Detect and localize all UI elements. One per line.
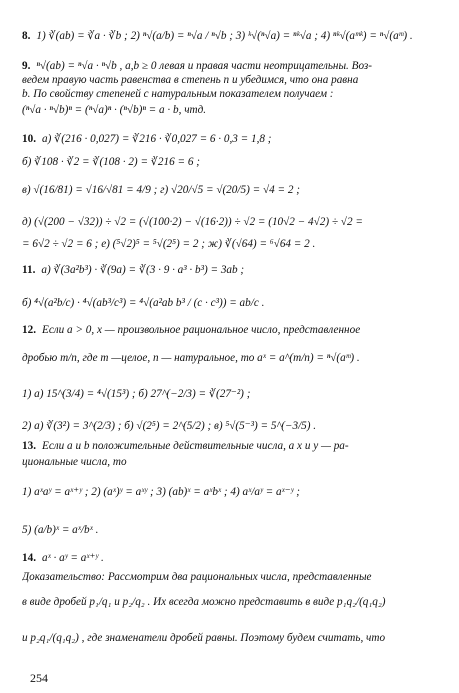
text-line — [22, 388, 442, 401]
text-line — [22, 632, 442, 645]
item-number: 9. — [22, 60, 31, 72]
text-line — [22, 74, 442, 87]
text-line — [22, 216, 442, 229]
text-line — [22, 552, 442, 565]
line-text: 2) а) ∛(3²) = 3^(2/3) ; б) √(2⁵) = 2^(5/2) ; в) ⁵√(5⁻³) = 5^(−3/5) . — [22, 420, 317, 432]
item-number: 11. — [22, 264, 36, 276]
line-text: Если a > 0, x — произвольное рациональное число, представленное — [41, 324, 361, 336]
item-number: 14. — [22, 552, 36, 564]
line-text: 1) ∛(ab) = ∛a · ∛b ; 2) ⁿ√(a/b) = ⁿ√a / ⁿ√b ; 3) ᵏ√(ⁿ√a) = ⁿᵏ√a ; 4) ⁿᵏ√(aᵐᵏ) = ⁿ√(aᵐ) . — [36, 30, 413, 42]
line-text: б) ∛108 · ∛2 = ∛(108 · 2) = ∛216 = 6 ; — [22, 156, 200, 168]
line-text: в) √(16/81) = √16/√81 = 4/9 ; г) √20/√5 = √(20/5) = √4 = 2 ; — [22, 184, 300, 196]
line-text: ⁿ√(ab) = ⁿ√a · ⁿ√b , a,b ≥ 0 левая и правая части неотрицательны. Воз- — [36, 60, 373, 72]
line-text: (ⁿ√a · ⁿ√b)ⁿ = (ⁿ√a)ⁿ · (ⁿ√b)ⁿ = a · b, чтд. — [22, 104, 207, 116]
line-text: циональные числа, то — [22, 456, 127, 468]
line-text: Если a и b положительные действительные числа, а x и y — ра- — [41, 440, 349, 452]
text-line — [22, 352, 442, 365]
line-text: б) ⁴√(a²b/c) · ⁴√(ab³/c³) = ⁴√(a²ab b³ / (c · c³)) = ab/c . — [22, 297, 265, 309]
text-line — [22, 486, 442, 499]
line-text: b. По свойству степеней с натуральным показателем получаем : — [22, 88, 334, 100]
line-text: 1) а) 15^(3/4) = ⁴√(15³) ; б) 27^(−2/3) = ∛(27⁻²) ; — [22, 388, 251, 400]
text-line — [22, 88, 442, 101]
line-text: а) ∛(3a²b³) · ∛(9a) = ∛(3 · 9 · a³ · b³) = 3ab ; — [41, 264, 245, 276]
text-line — [22, 104, 442, 117]
text-line — [22, 524, 442, 537]
text-line — [22, 571, 442, 584]
text-line — [22, 420, 442, 433]
text-line — [22, 440, 442, 453]
text-line — [22, 324, 442, 337]
line-text: д) (√(200 − √32)) ÷ √2 = (√(100·2) − √(16·2)) ÷ √2 = (10√2 − 4√2) ÷ √2 = — [22, 216, 363, 228]
line-text: Доказательство: Рассмотрим два рациональных числа, представленные — [22, 571, 372, 583]
line-text: 5) (a/b)ˣ = aˣ/bˣ . — [22, 524, 99, 536]
line-text: 1) aˣaʸ = aˣ⁺ʸ ; 2) (aˣ)ʸ = aˣʸ ; 3) (ab)ˣ = aˣbˣ ; 4) aˣ/aʸ = aˣ⁻ʸ ; — [22, 486, 300, 498]
item-number: 12. — [22, 324, 36, 336]
text-line — [22, 264, 442, 277]
line-text: aˣ · aʸ = aˣ⁺ʸ . — [41, 552, 104, 564]
line-text: в виде дробей p₁/q₁ и p₂/q₂ . Их всегда можно представить в виде p₁q₂/(q₁q₂) — [22, 596, 386, 608]
text-line — [22, 238, 442, 251]
line-text: дробью m/n, где m —целое, n — натуральное, то aˣ = a^(m/n) = ⁿ√(aᵐ) . — [22, 352, 360, 364]
text-line — [22, 30, 442, 43]
item-number: 8. — [22, 30, 31, 42]
line-text: = 6√2 ÷ √2 = 6 ; е) (⁵√2)⁵ = ⁵√(2⁵) = 2 ; ж) ∛(√64) = ⁶√64 = 2 . — [22, 238, 316, 250]
text-line — [22, 297, 442, 310]
line-text: и p₂q₁/(q₁q₂) , где знаменатели дробей равны. Поэтому будем считать, что — [22, 632, 386, 644]
text-line — [22, 596, 442, 609]
line-text: ведем правую часть равенства в степень n и убедимся, что она равна — [22, 74, 359, 86]
item-number: 13. — [22, 440, 36, 452]
text-line — [22, 184, 442, 197]
page-number: 254 — [30, 671, 48, 685]
text-line — [22, 456, 442, 469]
text-line — [22, 156, 442, 169]
line-text: а) ∛(216 · 0,027) = ∛216 · ∛0,027 = 6 · 0,3 = 1,8 ; — [41, 133, 272, 145]
text-line — [22, 133, 442, 146]
text-line — [22, 60, 442, 73]
item-number: 10. — [22, 133, 36, 145]
